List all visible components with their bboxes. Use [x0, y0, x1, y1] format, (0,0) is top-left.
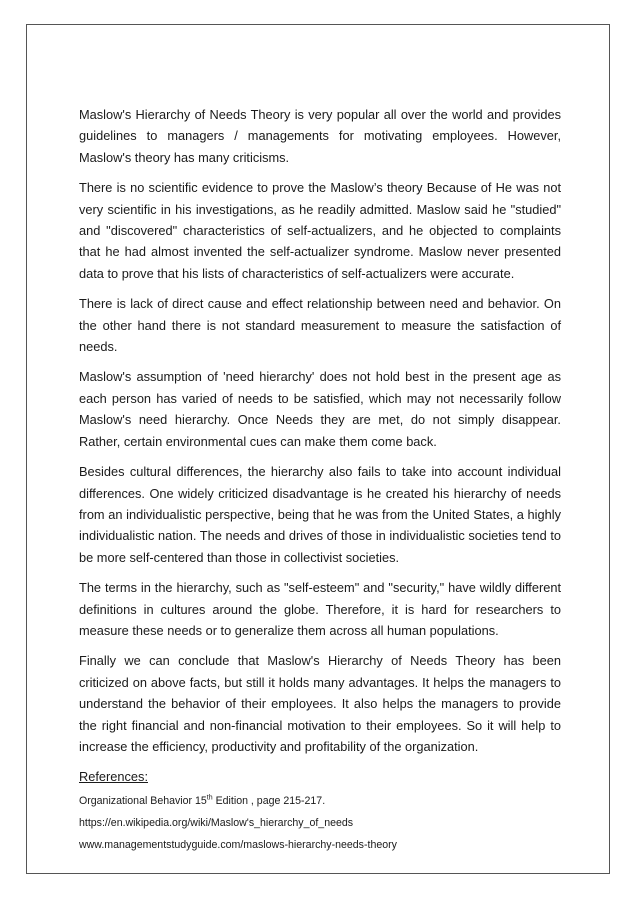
reference-book: [79, 793, 561, 809]
paragraph-need-hierarchy-assumption: Maslow's assumption of 'need hierarchy' does not hold best in the present age as each person has varied of needs to be satisfied, which may not necessarily follow Maslow's need hierarchy. Once Needs they are met, do not simply disappear. Rather, certain environmental cues can make them come back.: [79, 369, 561, 449]
reference-managementstudyguide-url[interactable]: www.managementstudyguide.com/maslows-hierarchy-needs-theory: [79, 839, 397, 852]
references-heading: References:: [79, 769, 148, 785]
reference-book-pages: Edition , page 215-217.: [212, 795, 326, 808]
reference-wikipedia-url[interactable]: https://en.wikipedia.org/wiki/Maslow's_hierarchy_of_needs: [79, 817, 354, 830]
paragraph-scientific-evidence: There is no scientific evidence to prove the Maslow’s theory Because of He was not very scientific in his investigations, as he readily admitted. Maslow said he "studied" and "discovered" characteristics of self-actualizers, and he objected to complaints that he had almost invented the self-actualizer syndrome. Maslow never presented data to prove that his lists of characteristics of self-actualizers were accurate.: [79, 180, 561, 281]
paragraph-cultural-differences: Besides cultural differences, the hierarchy also fails to take into account individual differences. One widely criticized disadvantage is he created his hierarchy of needs from an individualistic perspective, being that he was from the United States, a highly individualistic nation. The needs and drives of those in individualistic societies tend to be more self-centered than those in collectivist societies.: [79, 464, 561, 565]
reference-book-edition-superscript: th: [206, 794, 213, 802]
paragraph-intro: Maslow's Hierarchy of Needs Theory is very popular all over the world and provides guidelines to managers / managements for motivating employees. However, Maslow's theory has many criticisms.: [79, 107, 561, 165]
paragraph-conclusion: Finally we can conclude that Maslow's Hierarchy of Needs Theory has been criticized on above facts, but still it holds many advantages. It helps the managers to understand the behavior of their employees. It also helps the managers to provide the right financial and non-financial motivation to their employees. So it will help to increase the efficiency, productivity and profitability of the organization.: [79, 653, 561, 754]
document-body: [79, 104, 561, 859]
paragraph-cause-effect: There is lack of direct cause and effect relationship between need and behavior. On the other hand there is not standard measurement to measure the satisfaction of needs.: [79, 296, 561, 355]
reference-book-title: Organizational Behavior 15: [79, 795, 207, 808]
paragraph-terms-definitions: The terms in the hierarchy, such as "self-esteem" and "security," have wildly different definitions in cultures around the globe. Therefore, it is hard for researchers to measure these needs or to generalize them across all human populations.: [79, 580, 561, 638]
